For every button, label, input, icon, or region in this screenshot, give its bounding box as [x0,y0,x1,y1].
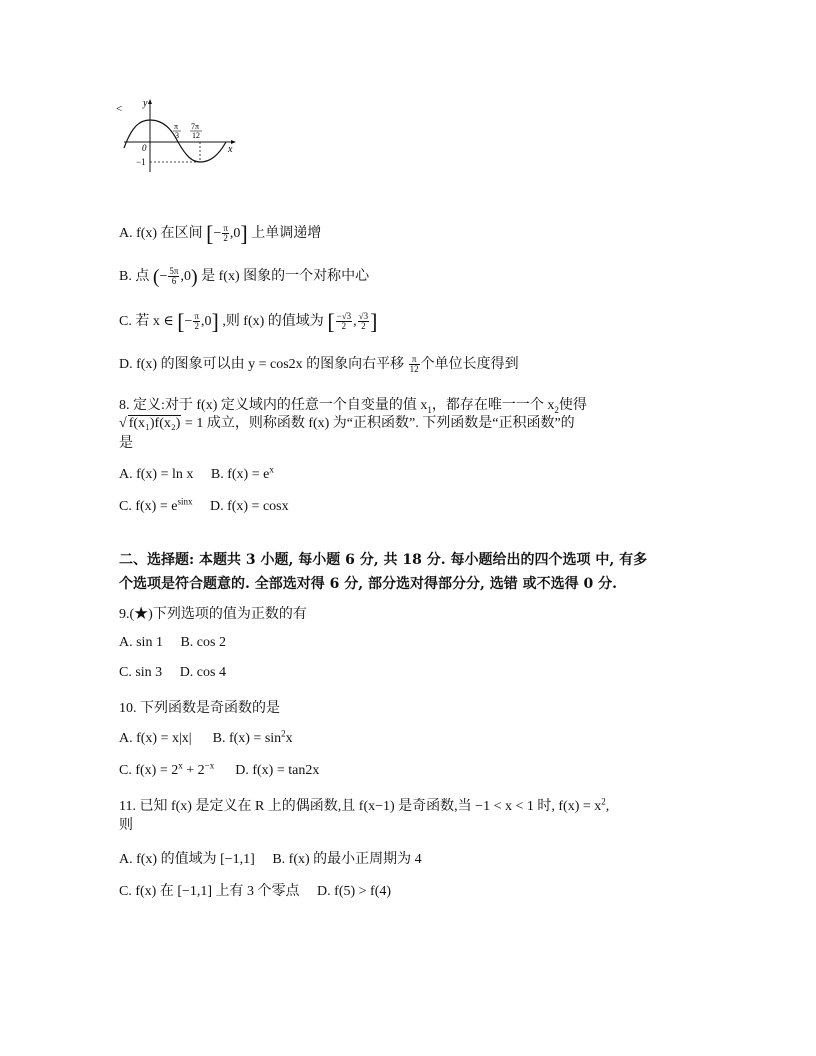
q8-options-ab [119,464,274,483]
fraction: $\frac{-√3}{2}$ [336,311,352,332]
q11-stem-line1: 11. 已知 f(x) 是定义在 R 上的偶函数,且 f(x−1) 是奇函数,当 −1 < x < 1 时, $f(x) = x^2$, [119,796,610,814]
tick1-den: 3 [175,131,179,140]
q10-option-b: B. $f(x) = \sin^2x$ [212,728,293,746]
origin-label: 0 [142,143,147,153]
fraction: $\frac{\pi}{2}$ [223,223,228,244]
tick1-num: π [174,122,179,131]
fraction: $\frac{\pi}{12}$ [409,354,419,375]
q11-option-c: C. f(x) 在 [−1,1] 上有 3 个零点 [119,884,300,899]
q10-options-cd [119,760,320,779]
tick2-den: 12 [192,131,200,140]
fraction: $\frac{√3}{2}$ [358,311,369,332]
x-axis-label: x [228,144,233,155]
q11-option-b: B. f(x) 的最小正周期为 4 [272,852,422,867]
neg-one-label: −1 [136,157,146,167]
q7-option-a: A. f(x) 在区间 [− $\frac{\pi}{2}$ ,0] 上单调递增 [119,220,322,246]
q9-options-ab [119,635,226,651]
q8-option-b: B. $f(x) = e^x$ [210,464,274,482]
tick2-num: 7π [191,122,200,131]
q7-option-c: C. 若 x ∈ [− $\frac{\pi}{2}$ ,0] ,则 f(x) 的值域为 [ $\frac{-√3}{2}$ , $\frac{√3}{2}$ ] [119,308,378,334]
q8-option-c: C. $f(x) = e^{sinx}$ [119,496,193,514]
q10-option-a: A. f(x) = x|x| [119,731,192,746]
q9-option-a: A. sin 1 [119,635,163,650]
q11-stem-line2: 则 [119,818,133,833]
fraction: $\frac{5\pi}{6}$ [169,266,179,287]
q9-options-cd [119,665,226,681]
q8-stem-line1: 8. 定义:对于 f(x) 定义域内的任意一个自变量的值 $x_1$，都存在唯一一个 $x_2$使得 [119,398,587,415]
section2-line1: 二、选择题: 本题共 3 小题, 每小题 6 分, 共 18 分. 每小题给出的四个选项 中, 有多 [119,552,648,568]
q7-option-b: B. 点 (− $\frac{5\pi}{6}$ ,0) 是 f(x) 图象的一个对称中心 [119,265,370,288]
q9-stem: 9.(★)下列选项的值为正数的有 [119,607,307,622]
section2-line2: 个选项是符合题意的. 全部选对得 6 分, 部分选对得部分分, 选错 或不选得 0 分. [119,576,617,592]
corner-mark: < [116,103,123,115]
q10-option-c: C. $f(x) = 2^x + 2^{-x}$ [119,760,215,778]
q7-option-d: D. f(x) 的图象可以由 y = cos2x 的图象向右平移 $\frac{\pi}{12}$ 个单位长度得到 [119,354,519,375]
q9-option-b: B. cos 2 [180,635,226,650]
sine-graph [114,96,240,174]
q8-stem-line3: 是 [119,436,133,451]
y-axis-label: y [143,98,148,109]
q9-option-c: C. sin 3 [119,665,163,680]
q10-option-d: D. f(x) = tan2x [235,763,320,778]
q8-stem-line2: √ f(x₁)f(x₂) = 1 成立，则称函数 f(x) 为“正积函数”. 下列函数是“正积函数”的 [119,416,575,431]
q11-options-ab [119,848,422,868]
q11-option-d: D. f(5) > f(4) [317,884,392,899]
q8-options-cd [119,496,289,515]
q9-option-d: D. cos 4 [179,665,226,680]
q10-options-ab [119,728,293,747]
q8-option-a: A. f(x) = ln x [119,467,194,482]
q10-stem: 10. 下列函数是奇函数的是 [119,701,280,716]
fraction: $\frac{\pi}{2}$ [194,311,199,332]
q11-options-cd [119,880,391,900]
q11-option-a: A. f(x) 的值域为 [−1,1] [119,852,255,867]
q8-option-d: D. f(x) = cosx [209,499,289,514]
